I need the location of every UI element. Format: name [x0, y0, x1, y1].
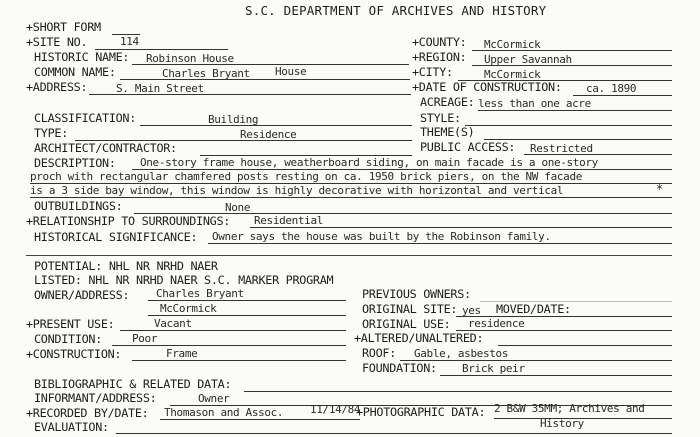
address-line: [89, 94, 411, 95]
photographic-data-label: +PHOTOGRAPHIC DATA:: [356, 405, 486, 419]
site-no-label: +SITE NO.: [26, 35, 88, 49]
original-use-line: [456, 330, 672, 331]
classification-value: Building: [208, 113, 259, 126]
acreage-line: [478, 110, 672, 111]
classification-label: CLASSIFICATION:: [34, 111, 137, 125]
condition-label: CONDITION:: [34, 332, 103, 346]
historic-name-label: HISTORIC NAME:: [34, 50, 130, 64]
bibliographic-line: [244, 391, 672, 392]
site-no-value: 114: [120, 35, 139, 48]
historic-name-value: Robinson House: [146, 52, 234, 65]
construction-value: Frame: [166, 347, 198, 360]
outbuildings-label: OUTBUILDINGS:: [34, 199, 123, 213]
owner-name-value: Charles Bryant: [156, 287, 244, 300]
historical-significance-label: HISTORICAL SIGNIFICANCE:: [34, 230, 198, 244]
classification-line: [140, 125, 412, 126]
original-site-value: yes: [462, 304, 481, 317]
form-title: S.C. DEPARTMENT OF ARCHIVES AND HISTORY: [245, 3, 547, 18]
common-name-suffix: House: [275, 65, 307, 78]
evaluation-line: [116, 433, 672, 434]
listed-label: LISTED: NHL NR NRHD NAER S.C. MARKER PROGRAM: [34, 273, 334, 287]
foundation-value: Brick peir: [462, 362, 525, 375]
owner-address-label: OWNER/ADDRESS:: [34, 288, 130, 302]
roof-label: ROOF:: [362, 346, 397, 360]
acreage-value: less than one acre: [478, 97, 591, 110]
relationship-label: +RELATIONSHIP TO SURROUNDINGS:: [26, 214, 231, 228]
altered-line: [498, 345, 672, 346]
description-rule-3: [30, 197, 672, 198]
type-value: Residence: [240, 128, 297, 141]
common-name-line: [120, 79, 410, 80]
recorded-by-value: Thomason and Assoc.: [164, 406, 284, 419]
style-line: [465, 125, 672, 126]
photographic-data-line-2: History: [540, 417, 584, 430]
relationship-value: Residential: [254, 214, 323, 227]
description-line-3: is a 3 side bay window, this window is highly decorative with horizontal and vertical: [30, 184, 564, 197]
address-label: +ADDRESS:: [26, 80, 88, 94]
owner-address-line: [148, 300, 346, 301]
region-line: [472, 65, 672, 66]
acreage-label: ACREAGE:: [420, 95, 475, 109]
construction-label: +CONSTRUCTION:: [26, 347, 122, 361]
description-line-2: proch with rectangular chamfered posts resting on ca. 1950 brick piers, on the NW facade: [30, 170, 582, 183]
relationship-line: [250, 227, 672, 228]
historical-significance-line: [208, 243, 672, 244]
foundation-line: [440, 375, 672, 376]
date-of-construction-label: +DATE OF CONSTRUCTION:: [412, 80, 562, 94]
date-of-construction-value: ca. 1890: [586, 82, 637, 95]
common-name-value: Charles Bryant: [162, 67, 250, 80]
informant-value: Owner: [198, 392, 230, 405]
region-label: +REGION:: [412, 50, 467, 64]
city-label: +CITY:: [412, 65, 453, 79]
themes-label: THEME(S): [420, 125, 475, 139]
original-use-label: ORIGINAL USE:: [362, 317, 451, 331]
type-label: TYPE:: [34, 126, 69, 140]
photographic-data-line-1: 2 B&W 35MM; Archives and: [494, 402, 645, 415]
county-line: [472, 50, 672, 51]
architect-label: ARCHITECT/CONTRACTOR:: [34, 141, 177, 155]
outbuildings-value: None: [225, 201, 251, 214]
description-continuation-mark: *: [656, 182, 663, 196]
owner-city-value: McCormick: [160, 302, 217, 315]
bibliographic-label: BIBLIOGRAPHIC & RELATED DATA:: [34, 377, 232, 391]
owner-address-line-2: [148, 315, 346, 316]
description-label: DESCRIPTION:: [34, 156, 116, 170]
county-label: +COUNTY:: [412, 35, 467, 49]
historic-name-line: [132, 64, 409, 65]
address-value: S. Main Street: [116, 82, 204, 95]
recorded-by-label: +RECORDED BY/DATE:: [26, 406, 149, 420]
historical-significance-value: Owner says the house was built by the Robinson family.: [212, 230, 551, 243]
previous-owners-label: PREVIOUS OWNERS:: [362, 287, 471, 301]
short-form-label: +SHORT FORM: [26, 20, 101, 34]
public-access-line: [524, 154, 672, 155]
evaluation-label: EVALUATION:: [34, 420, 109, 434]
section-divider: [26, 255, 672, 256]
roof-value: Gable, asbestos: [414, 347, 509, 360]
present-use-label: +PRESENT USE:: [26, 317, 115, 331]
potential-label: POTENTIAL: NHL NR NRHD NAER: [34, 259, 218, 273]
region-value: Upper Savannah: [484, 53, 572, 66]
condition-value: Poor: [132, 332, 158, 345]
description-line-1: One-story frame house, weatherboard siding, on main facade is a one-story: [140, 156, 598, 169]
foundation-label: FOUNDATION:: [362, 361, 437, 375]
recorded-date-value: 11/14/84: [310, 403, 361, 416]
construction-line: [132, 360, 346, 361]
moved-date-label: MOVED/DATE:: [496, 302, 571, 316]
altered-label: +ALTERED/UNALTERED:: [354, 331, 484, 345]
condition-line: [112, 345, 346, 346]
date-of-construction-line: [573, 95, 672, 96]
style-label: STYLE:: [420, 111, 461, 125]
public-access-label: PUBLIC ACCESS:: [420, 140, 516, 154]
roof-line: [400, 360, 672, 361]
original-use-value: residence: [468, 317, 525, 330]
present-use-line: [120, 330, 346, 331]
city-value: McCormick: [484, 68, 541, 81]
informant-label: INFORMANT/ADDRESS:: [34, 391, 157, 405]
original-site-label: ORIGINAL SITE:: [362, 302, 458, 316]
present-use-value: Vacant: [154, 317, 192, 330]
common-name-label: COMMON NAME:: [34, 65, 116, 79]
public-access-value: Restricted: [530, 142, 593, 155]
county-value: McCormick: [484, 38, 541, 51]
recorded-by-line: [160, 419, 360, 420]
